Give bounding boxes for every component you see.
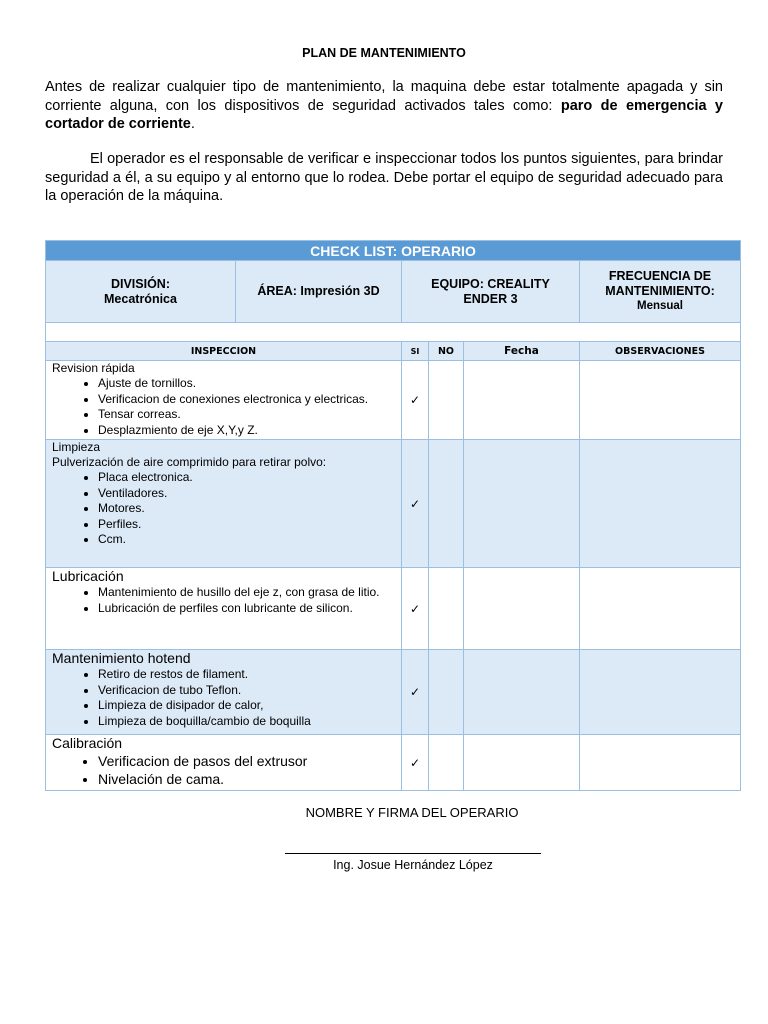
col-inspeccion: INSPECCION xyxy=(46,342,402,361)
list-item: • Verificacion de tubo Teflon. xyxy=(98,683,401,699)
intro-bold-text: paro de emergencia y cortador de corriente xyxy=(45,97,723,132)
col-fecha: Fecha xyxy=(464,342,580,361)
division-value: Mecatrónica xyxy=(104,291,177,306)
intro-text: Antes de realizar cualquier tipo de mantenimiento, la maquina debe estar totalmente apagada y sin corriente alguna, con los dispositivos de seguridad activados tales como: xyxy=(45,79,723,114)
si-check[interactable]: ✓ xyxy=(402,361,429,440)
inspection-cell xyxy=(46,440,402,568)
division-cell xyxy=(46,261,236,323)
division-label: DIVISIÓN: xyxy=(110,276,171,291)
fecha-cell[interactable] xyxy=(464,650,580,735)
frecuencia-cell xyxy=(580,261,741,323)
frecuencia-label: FRECUENCIA DE MANTENIMIENTO: xyxy=(605,269,715,298)
table-row xyxy=(46,650,741,735)
fecha-cell[interactable] xyxy=(464,361,580,440)
list-item: • Motores. xyxy=(98,501,401,517)
item-heading: Lubricación xyxy=(52,568,124,584)
item-bullets xyxy=(52,585,401,616)
item-heading: Calibración xyxy=(52,735,123,751)
equipo-label: EQUIPO: CREALITY ENDER 3 xyxy=(431,276,550,306)
fecha-cell[interactable] xyxy=(464,440,580,568)
no-cell[interactable] xyxy=(429,361,464,440)
spacer-row xyxy=(46,323,741,342)
area-cell: ÁREA: Impresión 3D xyxy=(236,261,402,323)
no-cell[interactable] xyxy=(429,735,464,791)
signature-name: Ing. Josue Hernández López xyxy=(333,858,493,872)
list-item: • Placa electronica. xyxy=(98,470,401,486)
list-item: • Limpieza de disipador de calor, xyxy=(98,698,401,714)
list-item: • Perfiles. xyxy=(98,517,401,533)
list-item: • Verificacion de conexiones electronica y electricas. xyxy=(98,392,401,408)
table-row xyxy=(46,361,741,440)
item-heading: Limpieza xyxy=(52,440,101,454)
fecha-cell[interactable] xyxy=(464,568,580,650)
list-item: • Ccm. xyxy=(98,532,401,548)
table-row xyxy=(46,568,741,650)
list-item: • Ventiladores. xyxy=(98,486,401,502)
col-si: SI xyxy=(402,342,429,361)
item-bullets xyxy=(52,667,401,729)
frecuencia-value: Mensual xyxy=(636,300,683,312)
observaciones-cell[interactable] xyxy=(580,361,741,440)
table-row xyxy=(46,735,741,791)
list-item: • Limpieza de boquilla/cambio de boquilla xyxy=(98,714,401,730)
list-item: • Tensar correas. xyxy=(98,407,401,423)
list-item: • Mantenimiento de husillo del eje z, con grasa de litio. xyxy=(98,585,401,601)
si-check[interactable]: ✓ xyxy=(402,440,429,568)
item-heading: Revision rápida xyxy=(52,361,135,375)
si-check[interactable]: ✓ xyxy=(402,650,429,735)
col-no: NO xyxy=(429,342,464,361)
intro-paragraph xyxy=(45,78,723,134)
checklist-title: CHECK LIST: OPERARIO xyxy=(46,241,741,261)
signature-line xyxy=(285,853,541,854)
no-cell[interactable] xyxy=(429,568,464,650)
item-subheading: Pulverización de aire comprimido para retirar polvo: xyxy=(52,455,327,469)
item-bullets xyxy=(52,376,401,438)
list-item: • Ajuste de tornillos. xyxy=(98,376,401,392)
operator-text: El operador es el responsable de verificar e inspeccionar todos los puntos siguientes, para brindar seguridad a él, a su equipo y al entorno que lo rodea. Debe portar el equipo de seguridad adecuado para la operación de la máquina. xyxy=(45,151,723,204)
checklist-table xyxy=(45,240,741,791)
no-cell[interactable] xyxy=(429,440,464,568)
observaciones-cell[interactable] xyxy=(580,568,741,650)
observaciones-cell[interactable] xyxy=(580,650,741,735)
intro-end: . xyxy=(190,116,195,132)
observaciones-cell[interactable] xyxy=(580,735,741,791)
inspection-cell xyxy=(46,568,402,650)
table-row xyxy=(46,440,741,568)
equipo-cell xyxy=(402,261,580,323)
observaciones-cell[interactable] xyxy=(580,440,741,568)
list-item: • Retiro de restos de filament. xyxy=(98,667,401,683)
inspection-cell xyxy=(46,735,402,791)
inspection-cell xyxy=(46,650,402,735)
document-title: PLAN DE MANTENIMIENTO xyxy=(302,46,466,60)
col-observaciones: OBSERVACIONES xyxy=(580,342,741,361)
item-bullets xyxy=(52,470,401,548)
item-bullets xyxy=(52,752,401,788)
signature-label: NOMBRE Y FIRMA DEL OPERARIO xyxy=(305,805,519,820)
inspection-cell xyxy=(46,361,402,440)
list-item: • Lubricación de perfiles con lubricante de silicon. xyxy=(98,601,401,617)
no-cell[interactable] xyxy=(429,650,464,735)
fecha-cell[interactable] xyxy=(464,735,580,791)
list-item: • Nivelación de cama. xyxy=(98,770,401,788)
list-item: • Verificacion de pasos del extrusor xyxy=(98,752,401,770)
si-check[interactable]: ✓ xyxy=(402,568,429,650)
item-heading: Mantenimiento hotend xyxy=(52,650,191,666)
si-check[interactable]: ✓ xyxy=(402,735,429,791)
list-item: • Desplazmiento de eje X,Y,y Z. xyxy=(98,423,401,439)
operator-paragraph xyxy=(45,150,723,206)
